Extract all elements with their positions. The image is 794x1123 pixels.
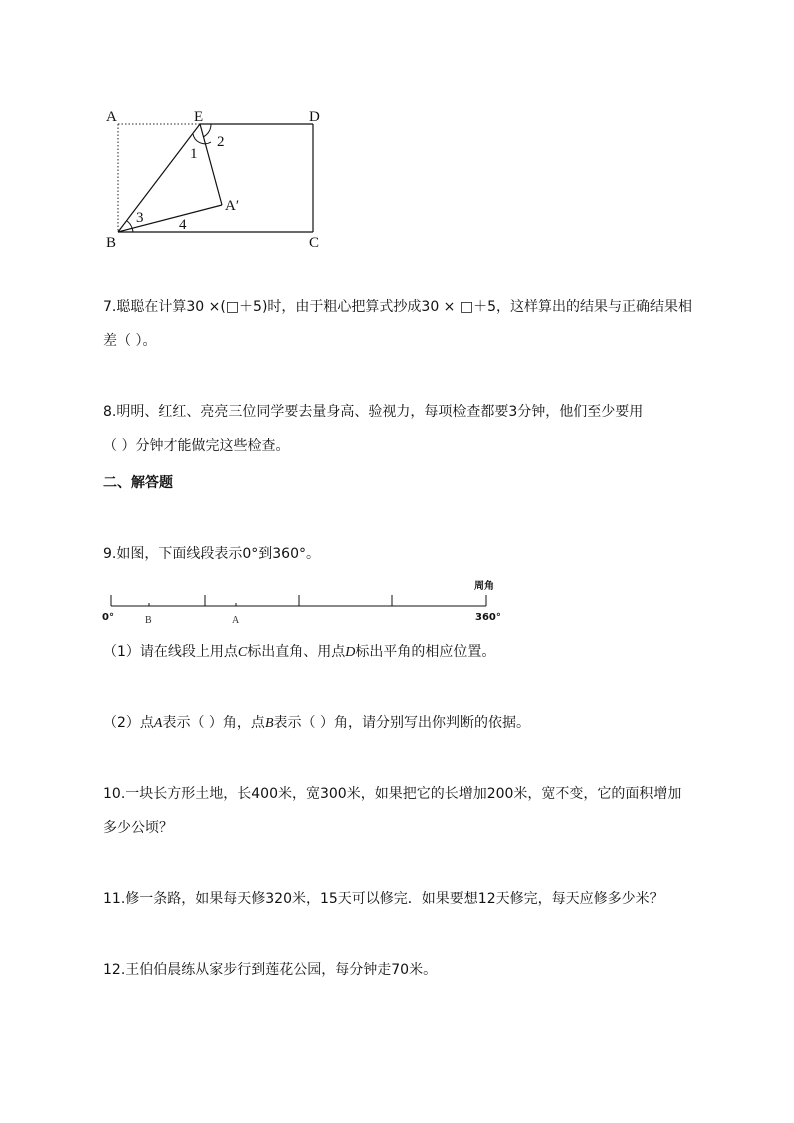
q9-sub2-text-c: 表示（ ）角，请分别写出你判断的依据。 (273, 715, 530, 731)
angle-arc-3 (127, 221, 132, 228)
point-c-label: C (237, 645, 248, 660)
question-9-sub-2 (103, 713, 530, 734)
label-start: 0° (102, 612, 114, 623)
point-d-label: D (345, 645, 356, 660)
label-d: D (309, 109, 320, 125)
q9-sub1-text-b: 标出直角、用点 (247, 644, 346, 660)
question-8-line-2: （ ）分钟才能做完这些检查。 (103, 438, 290, 454)
question-11-line-1: 11.修一条路，如果每天修320米，15天可以修完．如果要想12天修完，每天应修多少米？ (103, 891, 664, 907)
section-heading: 二、解答题 (103, 475, 173, 491)
label-end: 360° (475, 612, 501, 623)
segment-ba-prime (118, 205, 222, 232)
question-9-intro: 9.如图，下面线段表示0°到360°。 (103, 546, 320, 562)
question-8-line-1: 8.明明、红红、亮亮三位同学要去量身高、验视力，每项检查都要3分钟，他们至少要用 (103, 404, 644, 420)
q9-sub2-text-b: 表示（ ）角，点 (162, 715, 265, 731)
question-10-line-2: 多少公顷？ (103, 820, 173, 836)
label-e: E (194, 109, 204, 125)
q9-sub2-text-a: （2）点 (103, 715, 154, 731)
angle-label-4: 4 (179, 217, 187, 233)
angle-label-3: 3 (136, 210, 144, 226)
label-c: C (309, 235, 320, 251)
point-a-ref: A (153, 716, 163, 731)
label-full-angle: 周角 (474, 581, 494, 592)
question-7-line-2: 差（ ）。 (103, 333, 157, 349)
angle-arc-2 (203, 124, 211, 137)
label-point-a: A (232, 615, 240, 626)
q9-sub1-text-c: 标出平角的相应位置。 (355, 644, 496, 660)
angle-segment-figure (0, 575, 794, 630)
segment-be (118, 124, 200, 232)
label-a: A (106, 109, 117, 125)
question-10-line-1: 10.一块长方形土地，长400米，宽300米，如果把它的长增加200米，宽不变，它的面积增加 (103, 786, 682, 802)
angle-arc-1 (193, 134, 211, 144)
angle-label-1: 1 (190, 146, 198, 162)
folded-rectangle-figure (0, 0, 794, 270)
label-b: B (106, 235, 117, 251)
label-point-b: B (145, 615, 152, 626)
question-7-line-1: 7.聪聪在计算30 ×(□＋5)时，由于粗心把算式抄成30 × □＋5，这样算出的结果与正确结果相 (103, 299, 692, 315)
angle-label-2: 2 (217, 134, 225, 150)
q9-sub1-text-a: （1）请在线段上用点 (103, 644, 238, 660)
point-b-ref: B (264, 716, 274, 731)
label-a-prime: A′ (225, 198, 240, 214)
question-12-line-1: 12.王伯伯晨练从家步行到莲花公园，每分钟走70米。 (103, 962, 438, 978)
question-9-sub-1 (103, 642, 495, 663)
